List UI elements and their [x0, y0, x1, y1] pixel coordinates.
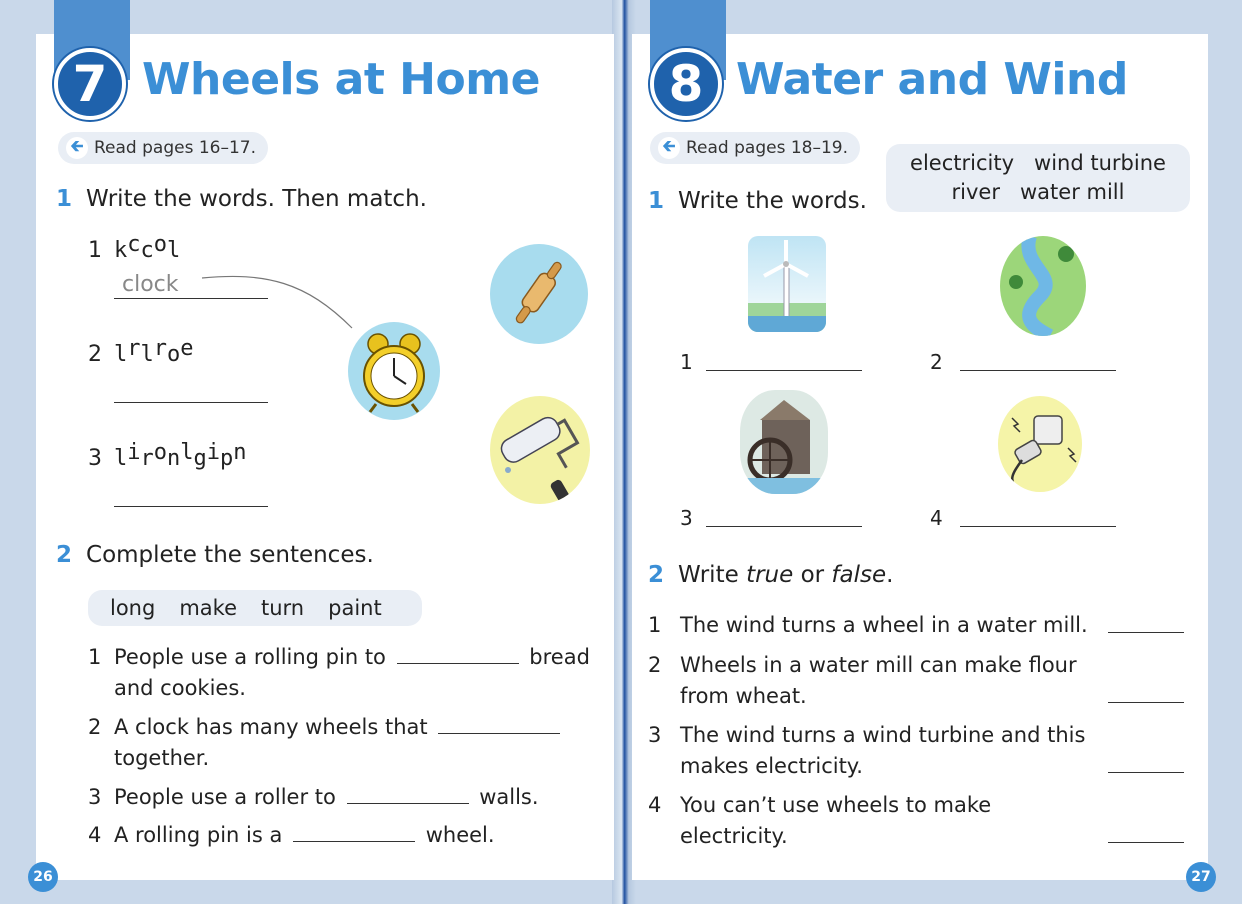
picture-label-2: 2 — [930, 350, 943, 374]
exercise-2-heading: 2 Complete the sentences. — [56, 542, 374, 568]
statement-2: 2 Wheels in a water mill can make flour from wheat. — [648, 653, 1077, 708]
electric-plug-icon — [998, 396, 1082, 492]
sentence-2: 2 A clock has many wheels that together. — [88, 712, 598, 774]
word-option: make — [179, 596, 237, 620]
statement-3: 3 The wind turns a wind turbine and this makes electricity. — [648, 723, 1086, 778]
scramble-item-2: 2 lrlroe — [88, 336, 194, 367]
wind-turbine-picture — [748, 236, 826, 332]
answer-line-2[interactable] — [960, 370, 1116, 371]
arrow-left-icon: 🡰 — [658, 137, 680, 159]
picture-label-3: 3 — [680, 506, 693, 530]
answer-line-4[interactable] — [960, 526, 1116, 527]
match-line — [196, 272, 356, 332]
sentence-1: 1 People use a rolling pin to bread and cookies. — [88, 645, 590, 700]
page-title: Wheels at Home — [142, 54, 540, 105]
rolling-pin-icon — [490, 244, 588, 344]
scrambled-letters: lrlroe — [114, 336, 194, 367]
true-false-line-2[interactable] — [1108, 702, 1184, 703]
left-page — [36, 34, 614, 880]
water-mill-picture — [740, 390, 828, 494]
rolling-pin-picture — [490, 244, 588, 344]
water-mill-icon — [740, 390, 828, 494]
word-box — [88, 590, 422, 626]
page-number-right: 27 — [1186, 862, 1216, 892]
sentence-3: 3 People use a roller to walls. — [88, 785, 539, 809]
right-page — [632, 34, 1208, 880]
answer-line-3[interactable] — [706, 526, 862, 527]
paint-roller-icon — [490, 396, 590, 504]
exercise-1-heading: 1 Write the words. Then match. — [56, 186, 427, 212]
blank-line[interactable] — [397, 646, 519, 664]
paint-roller-picture — [490, 396, 590, 504]
word-option: paint — [328, 596, 382, 620]
scrambled-letters: kccol — [114, 232, 181, 263]
unit-number-badge: 8 — [650, 48, 722, 120]
exercise-1-heading: 1 Write the words. — [648, 188, 867, 214]
sentence-4: 4 A rolling pin is a wheel. — [88, 823, 495, 847]
scramble-item-1: 1 kccol — [88, 232, 181, 263]
statement-4: 4 You can’t use wheels to make electricity. — [648, 793, 992, 848]
statement-1: 1 The wind turns a wheel in a water mill. — [648, 613, 1088, 637]
river-picture — [1000, 236, 1086, 336]
true-false-line-4[interactable] — [1108, 842, 1184, 843]
answer-line-2[interactable] — [114, 402, 268, 403]
read-pages-pill — [58, 132, 268, 164]
exercise-2-heading: 2 Write true or false. — [648, 562, 894, 588]
word-box: electricity wind turbine river water mill — [886, 144, 1190, 212]
word-option: long — [110, 596, 156, 620]
river-icon — [1000, 236, 1086, 336]
answer-line-3[interactable] — [114, 506, 268, 507]
true-false-line-3[interactable] — [1108, 772, 1184, 773]
wind-turbine-icon — [748, 236, 826, 332]
picture-label-1: 1 — [680, 350, 693, 374]
blank-line[interactable] — [347, 786, 469, 804]
read-pages-text: Read pages 16–17. — [94, 138, 257, 158]
read-pages-pill — [650, 132, 860, 164]
true-false-line-1[interactable] — [1108, 632, 1184, 633]
word-option: turn — [261, 596, 305, 620]
scramble-item-3: 3 lironlgipn — [88, 440, 247, 471]
clock-picture — [348, 322, 440, 420]
page-number-left: 26 — [28, 862, 58, 892]
scrambled-letters: lironlgipn — [114, 440, 247, 471]
picture-label-4: 4 — [930, 506, 943, 530]
read-pages-text: Read pages 18–19. — [686, 138, 849, 158]
alarm-clock-icon — [348, 322, 440, 420]
answer-handwritten: clock — [122, 272, 179, 297]
blank-line[interactable] — [293, 824, 415, 842]
blank-line[interactable] — [438, 716, 560, 734]
page-title: Water and Wind — [736, 54, 1128, 105]
electricity-picture — [998, 396, 1082, 492]
arrow-left-icon: 🡰 — [66, 137, 88, 159]
answer-line-1[interactable] — [706, 370, 862, 371]
unit-number-badge: 7 — [54, 48, 126, 120]
